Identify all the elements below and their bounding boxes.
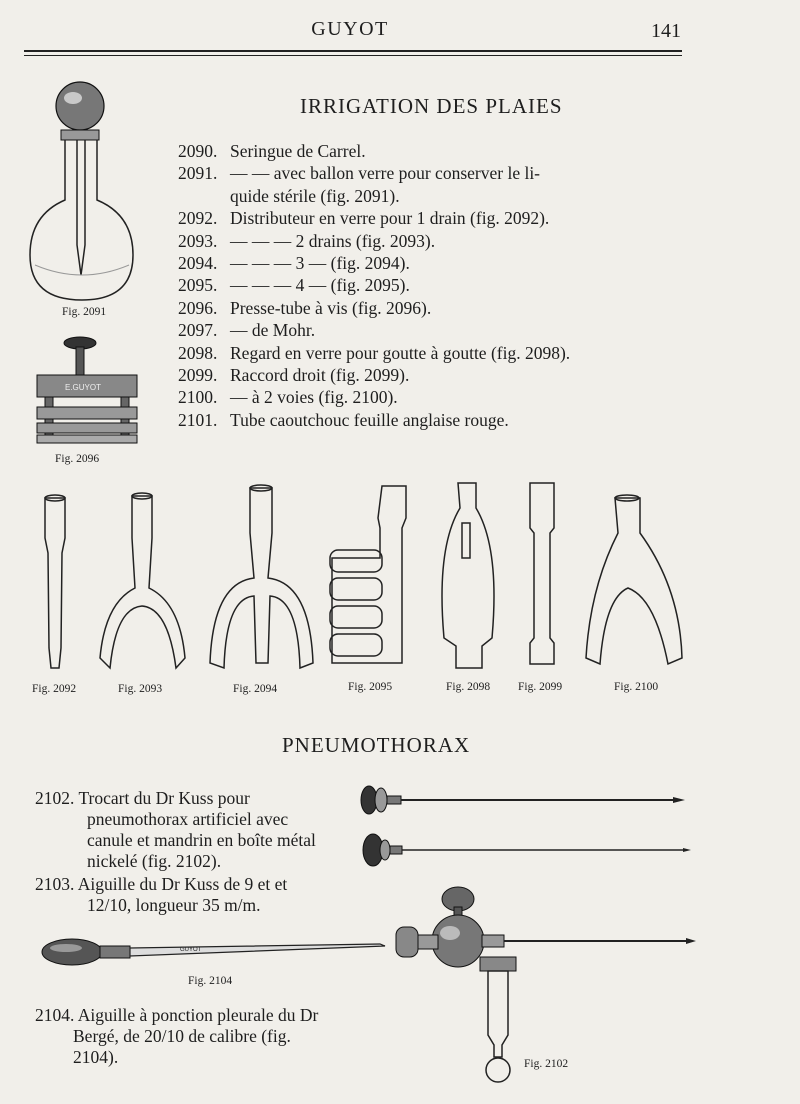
fig-2094-drawing: [210, 485, 313, 668]
fig-2091-flask-illustration: [25, 80, 140, 305]
fig-2102-trocar-illustration: [390, 885, 700, 1085]
page-number: 141: [651, 20, 681, 42]
entry-2102: 2102. Trocart du Dr Kuss pour pneumothorax artificiel avec canule et mandrin en boîte métal nickelé (fig. 2102).: [35, 788, 316, 871]
entry-2099: 2099. Raccord droit (fig. 2099).: [178, 365, 410, 386]
pleural-entry: [35, 1005, 335, 1068]
caption-fig-2095: Fig. 2095: [348, 681, 393, 693]
caption-fig-2098: Fig. 2098: [446, 681, 491, 693]
section-title-irrigation: IRRIGATION DES PLAIES: [300, 94, 563, 118]
caption-fig-2100: Fig. 2100: [614, 681, 659, 693]
fig-2093-drawing: [100, 493, 185, 668]
caption-fig-2094: Fig. 2094: [233, 683, 278, 695]
running-head-title: GUYOT: [311, 18, 389, 40]
fig-2100-drawing: [586, 495, 682, 664]
section-title-pneumothorax: PNEUMOTHORAX: [282, 733, 471, 757]
pneumothorax-entry-list: [35, 788, 335, 918]
caption-fig-2091: Fig. 2091: [62, 306, 107, 318]
fig-2095-drawing: [330, 486, 406, 663]
caption-fig-2096: Fig. 2096: [55, 453, 100, 465]
fig-2092-drawing: [45, 495, 65, 668]
header-rule-thin: [24, 55, 682, 56]
entry-2091-continued: quide stérile (fig. 2091).: [230, 185, 400, 206]
caption-fig-2102: Fig. 2102: [524, 1058, 569, 1070]
fig-2104-needle-illustration: [40, 932, 390, 972]
entry-2094: 2094. — — — 3 — (fig. 2094).: [178, 253, 410, 274]
caption-fig-2092: Fig. 2092: [32, 683, 77, 695]
clamp-stamp: E.GUYOT: [65, 383, 102, 392]
irrigation-entry-list: [178, 140, 698, 431]
trocar-needles-illustration: [355, 780, 695, 870]
entry-2104: 2104. Aiguille à ponction pleurale du Dr Bergé, de 20/10 de calibre (fig. 2104).: [35, 1005, 319, 1067]
header-rule: [24, 50, 682, 52]
glass-distributors-illustration-row: [30, 478, 690, 678]
caption-fig-2093: Fig. 2093: [118, 683, 163, 695]
entry-2100: 2100. — à 2 voies (fig. 2100).: [178, 387, 398, 408]
entry-2092: 2092. Distributeur en verre pour 1 drain (fig. 2092).: [178, 208, 550, 229]
entry-2097: 2097. — de Mohr.: [178, 320, 316, 341]
entry-2093: 2093. — — — 2 drains (fig. 2093).: [178, 230, 436, 251]
entry-2103: 2103. Aiguille du Dr Kuss de 9 et et 12/10, longueur 35 m/m.: [35, 874, 288, 915]
entry-2096: 2096. Presse-tube à vis (fig. 2096).: [178, 297, 432, 318]
entry-2101: 2101. Tube caoutchouc feuille anglaise rouge.: [178, 409, 509, 430]
entry-2098: 2098. Regard en verre pour goutte à goutte (fig. 2098).: [178, 342, 571, 363]
fig-2099-drawing: [530, 483, 554, 664]
caption-fig-2099: Fig. 2099: [518, 681, 563, 693]
caption-fig-2104: Fig. 2104: [188, 975, 233, 987]
fig-2096-clamp-illustration: [35, 335, 145, 450]
entry-2091: 2091. — — avec ballon verre pour conserver le li-: [178, 163, 541, 184]
entry-2095: 2095. — — — 4 — (fig. 2095).: [178, 275, 410, 296]
entry-2090: 2090. Seringue de Carrel.: [178, 141, 366, 161]
fig-2098-drawing: [442, 483, 494, 668]
needle-stamp: GUYOT: [180, 947, 202, 953]
